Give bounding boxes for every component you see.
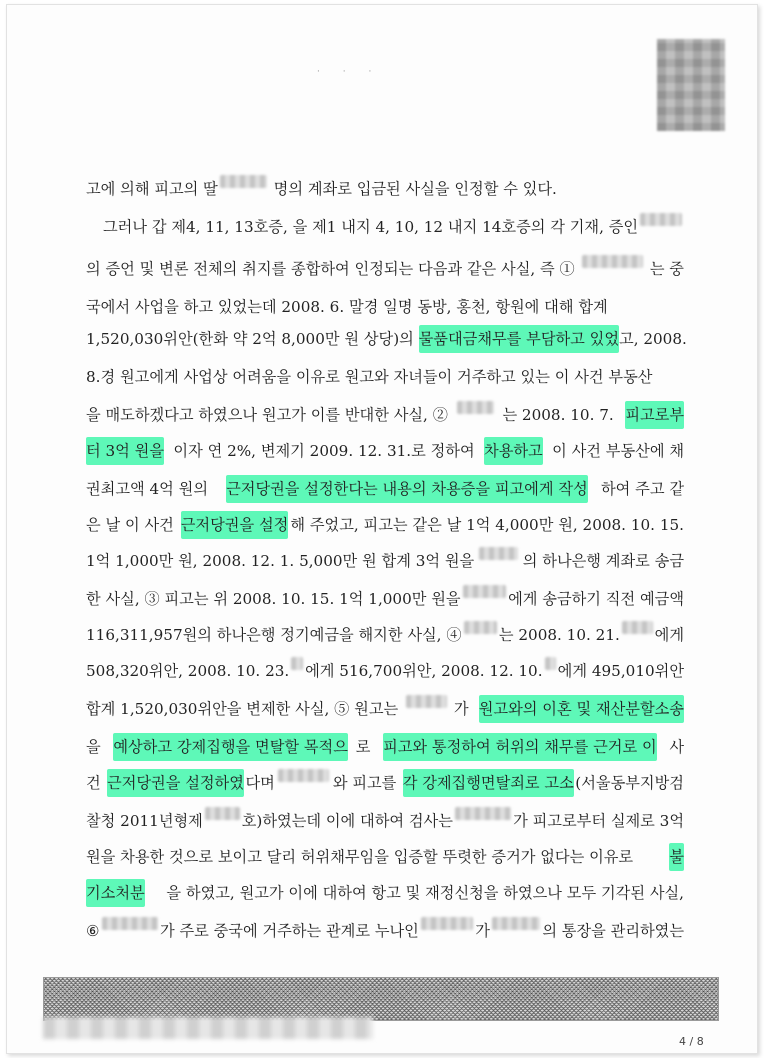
text-line — [86, 917, 684, 945]
text-line — [86, 733, 684, 761]
text-line — [86, 293, 684, 321]
redacted-barcode — [43, 977, 719, 1021]
highlighted-text: 각 강제집행면탈죄로 고소 — [403, 769, 574, 797]
text-segment: 국에서 사업을 하고 있었는데 2008. 6. 말경 일명 동방, 홍천, 항원에 대해 합계 — [86, 298, 608, 316]
text-segment: 원을 차용한 것으로 보이고 달리 허위채무임을 입증할 뚜렷한 증거가 없다는 이유로 — [86, 848, 638, 866]
text-segment: 고, 2008. — [619, 330, 687, 348]
text-line — [86, 769, 684, 797]
text-segment: 가 피고로부터 실제로 3억 — [513, 812, 684, 830]
text-segment: 을 — [86, 738, 106, 756]
text-segment: 는 2008. 10. 7. — [502, 406, 619, 424]
text-segment: 1,520,030위안(한화 약 2억 8,000만 원 상당)의 — [86, 330, 419, 348]
text-segment: 사 — [664, 738, 684, 756]
redacted-name — [406, 695, 447, 708]
redacted-name — [464, 621, 497, 634]
text-segment: 다며 — [245, 774, 275, 792]
redacted-name — [622, 621, 653, 634]
highlighted-text: 근저당권을 설정 — [181, 511, 289, 539]
text-line — [86, 547, 684, 575]
text-segment: 에게 516,700위안, 2008. 12. 10. — [305, 662, 543, 680]
text-segment: 는 중 — [649, 260, 684, 278]
text-segment: 에게 송금하기 직전 예금액 — [508, 590, 684, 608]
text-segment: 한 사실, ③ 피고는 위 2008. 10. 15. 1억 1,000만 원을 — [86, 590, 461, 608]
text-line — [86, 325, 687, 353]
text-segment: 그러나 갑 제4, 11, 13호증, 을 제1 내지 4, 10, 12 내지 14호증의 각 기재, 증인 — [103, 218, 639, 236]
text-segment: 호)하였는데 이에 대하여 검사는 — [241, 812, 453, 830]
text-line — [86, 657, 684, 685]
text-segment: 로 — [355, 738, 376, 756]
text-segment: 해 주었고, 피고는 같은 날 1억 4,000만 원, 2008. 10. 15. — [290, 516, 684, 534]
text-line — [86, 511, 684, 539]
redacted-name — [220, 175, 267, 188]
text-line — [86, 843, 684, 871]
highlighted-text: 근저당권을 설정한다는 내용의 차용증을 피고에게 작성 — [226, 475, 588, 503]
redacted-name — [640, 213, 682, 226]
text-segment: (서울동부지방검 — [575, 774, 684, 792]
text-line — [86, 401, 684, 429]
text-line — [86, 475, 684, 503]
text-line — [86, 879, 684, 907]
text-segment: 116,311,957원의 하나은행 정기예금을 해지한 사실, ④ — [86, 626, 462, 644]
text-segment: 찰청 2011년형제 — [86, 812, 203, 830]
redacted-name — [102, 917, 158, 930]
text-segment: ⑥ — [86, 922, 100, 940]
text-segment: 건 — [86, 774, 106, 792]
redacted-name — [291, 657, 303, 670]
text-segment: 이자 연 2%, 변제기 2009. 12. 31.로 정하여 — [168, 442, 480, 460]
highlighted-text: 물품대금채무를 부담하고 있었 — [419, 325, 619, 353]
redacted-footer — [43, 1017, 373, 1039]
text-line — [86, 255, 684, 283]
highlighted-text: 터 3억 원을 — [86, 437, 164, 465]
text-segment: 1억 1,000만 원, 2008. 12. 1. 5,000만 원 합계 3억 원을 — [86, 552, 475, 570]
text-line — [103, 213, 684, 241]
text-segment: 가 주로 중국에 거주하는 관계로 누나인 — [159, 922, 419, 940]
highlighted-text: 예상하고 강제집행을 면탈할 목적으 — [113, 733, 348, 761]
text-segment: 는 2008. 10. 21. — [498, 626, 620, 644]
text-segment: 에게 495,010위안 — [557, 662, 684, 680]
text-line — [86, 363, 684, 391]
text-segment: 508,320위안, 2008. 10. 23. — [86, 662, 290, 680]
text-segment: 의 증언 및 변론 전체의 취지를 종합하여 인정되는 다음과 같은 사실, 즉 ① — [86, 260, 575, 278]
text-line — [86, 585, 684, 613]
redacted-name — [582, 255, 643, 268]
text-segment: 을 매도하겠다고 하였으나 원고가 이를 반대한 사실, ② — [86, 406, 448, 424]
text-line — [86, 695, 684, 723]
text-segment: 와 피고를 — [332, 774, 402, 792]
scan-artifact: · · · — [317, 67, 382, 77]
text-segment: 의 하나은행 계좌로 송금 — [522, 552, 684, 570]
redacted-name — [479, 547, 518, 560]
text-segment: 가 — [475, 922, 490, 940]
page-number: 4 / 8 — [679, 1035, 704, 1048]
redacted-name — [545, 657, 556, 670]
text-segment: 8.경 원고에게 사업상 어려움을 이유로 원고와 자녀들이 거주하고 있는 이 사건 부동산 — [86, 368, 653, 386]
redacted-name — [463, 585, 507, 598]
redacted-name — [492, 917, 540, 930]
highlighted-text: 피고와 통정하여 허위의 채무를 근거로 이 — [383, 733, 657, 761]
highlighted-text: 불 — [669, 843, 684, 871]
text-segment: 권최고액 4억 원의 — [86, 480, 213, 498]
text-segment: 합계 1,520,030위안을 변제한 사실, ⑤ 원고는 — [86, 700, 399, 718]
text-segment: 고에 의해 피고의 딸 — [86, 180, 218, 198]
redacted-name — [205, 807, 240, 820]
document-page — [6, 4, 758, 1054]
redacted-name — [278, 769, 329, 782]
text-line — [86, 437, 684, 465]
text-segment: 가 — [453, 700, 474, 718]
highlighted-text: 기소처분 — [86, 879, 145, 907]
text-segment: 의 통장을 관리하였는 — [542, 922, 685, 940]
text-segment: 은 날 이 사건 — [86, 516, 179, 534]
text-segment: 을 하였고, 원고가 이에 대하여 항고 및 재정신청을 하였으나 모두 기각된 사실, — [166, 884, 684, 902]
highlighted-text: 원고와의 이혼 및 재산분할소송 — [479, 695, 684, 723]
text-segment: 에게 — [654, 626, 684, 644]
redacted-name — [421, 917, 473, 930]
text-line — [86, 807, 684, 835]
redacted-name — [457, 401, 494, 414]
highlighted-text: 차용하고 — [484, 437, 543, 465]
text-segment: 명의 계좌로 입금된 사실을 인정할 수 있다. — [268, 180, 557, 198]
text-line — [86, 621, 684, 649]
text-segment: 하여 주고 같 — [600, 480, 684, 498]
highlighted-text: 피고로부 — [625, 401, 684, 429]
text-line — [86, 175, 684, 203]
redacted-name — [455, 807, 511, 820]
redacted-stamp — [657, 39, 725, 131]
highlighted-text: 근저당권을 설정하였 — [107, 769, 244, 797]
text-segment: 이 사건 부동산에 채 — [547, 442, 684, 460]
